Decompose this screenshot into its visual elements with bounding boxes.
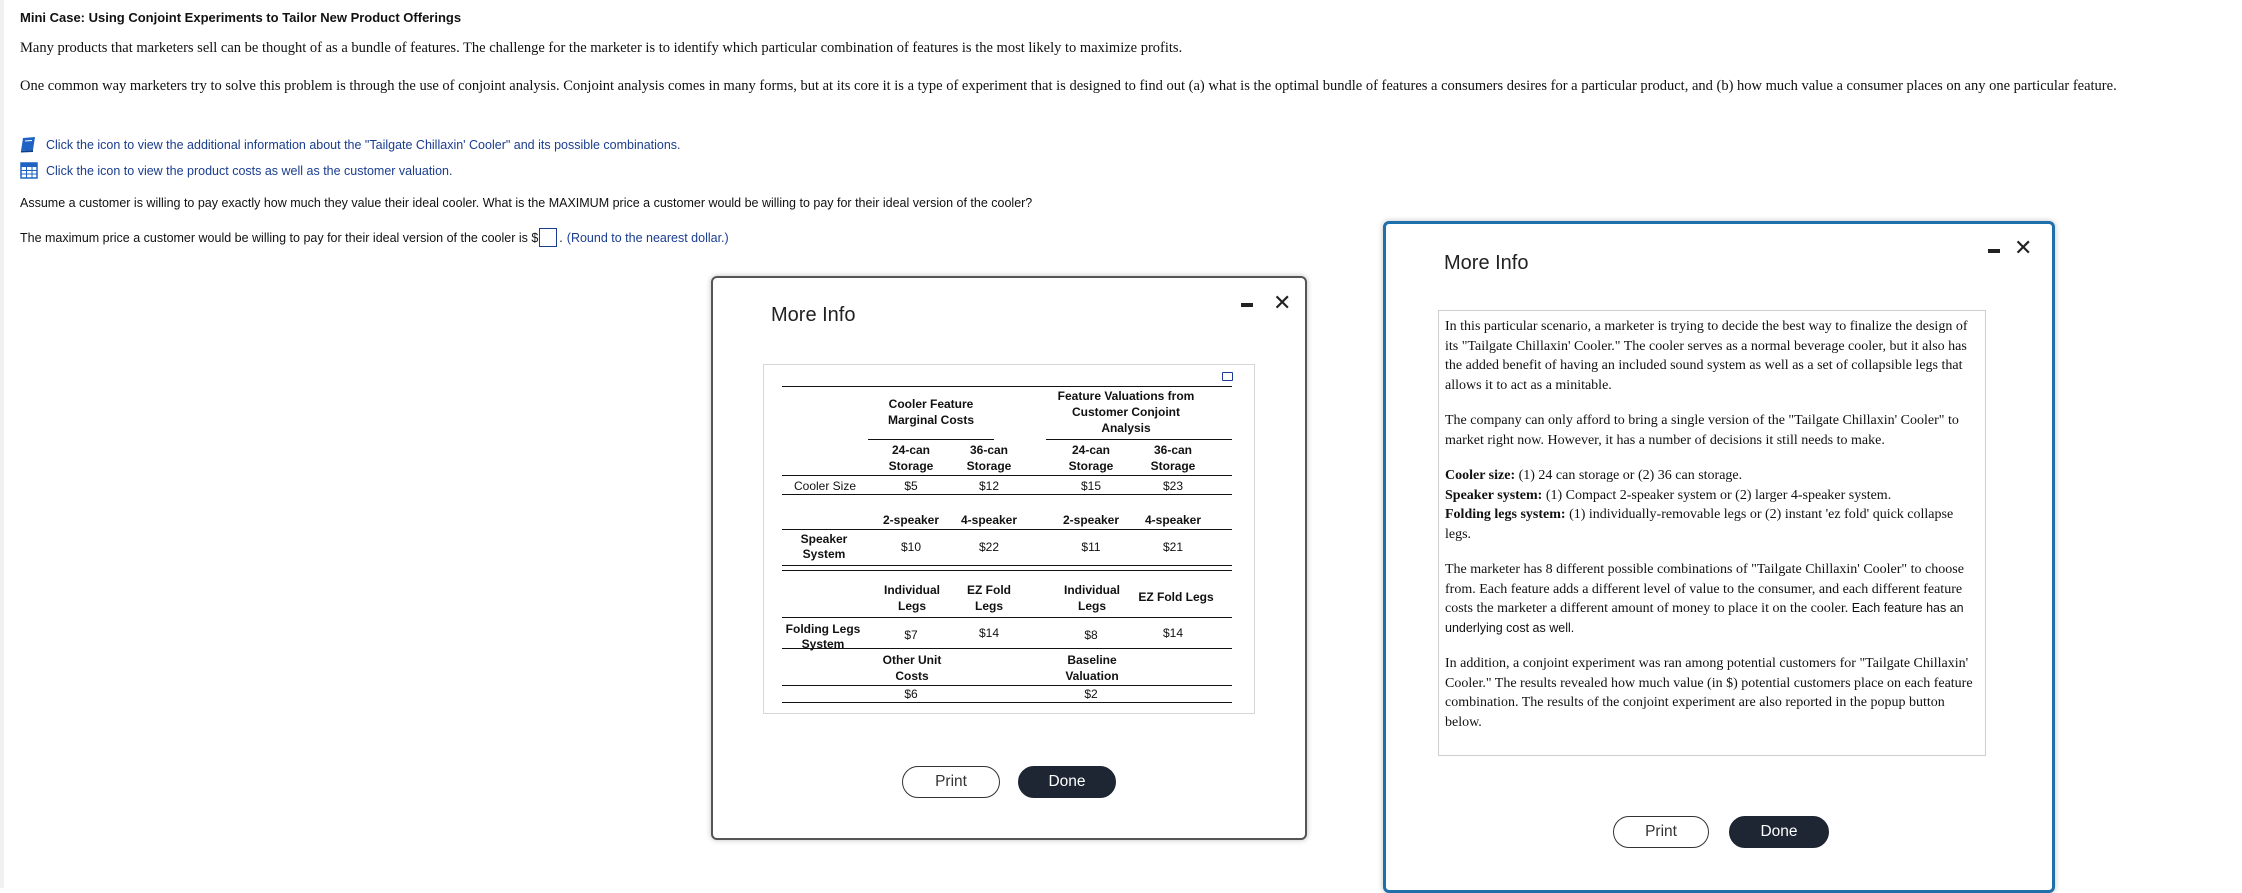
table-cell: $8 [1084,628,1098,642]
col-header: Individual Legs [1063,583,1120,613]
more-info-dialog-costs [711,276,1307,840]
minimize-icon[interactable] [1988,249,2000,253]
table-cell: $12 [978,479,1000,493]
speaker-system-text: (1) Compact 2-speaker system or (2) larger 4-speaker system. [1542,487,1892,503]
table-cell: $15 [1080,479,1102,493]
info-paragraph-4 [1445,560,1979,638]
intro-paragraph-1: Many products that marketers sell can be thought of as a bundle of features. The challenge for the marketer is to identify which particular combination of features is the most likely to maximize profits. [20,40,1183,56]
costs-link-text[interactable]: Click the icon to view the product costs as well as the customer valuation. [46,163,453,178]
table-cell: $5 [904,479,918,493]
popout-icon[interactable] [1222,372,1233,381]
folding-legs-text: (1) individually-removable legs or (2) instant 'ez fold' quick collapse legs. [1445,507,1954,542]
question-text: Assume a customer is willing to pay exactly how much they value their ideal cooler. What is the MAXIMUM price a customer would be willing to pay for their ideal version of the cooler? [20,196,1033,210]
feature-list [1445,466,1979,544]
info-paragraph-4-text: The marketer has 8 different possible combinations of "Tailgate Chillaxin' Cooler" to choose from. Each feature adds a different level of value to the consumer, and each different feature costs the marketer a different amount of money to place it on the cooler. [1445,562,1964,616]
close-icon[interactable]: ✕ [2014,235,2033,260]
col-header: 4-speaker [960,513,1018,527]
answer-suffix: . [559,230,563,245]
table-cell: $22 [978,540,1000,554]
table-cell: $11 [1081,540,1101,554]
speaker-system-label: Speaker system: [1445,487,1543,503]
baseline-valuation-value: $2 [1084,687,1098,701]
answer-input[interactable] [539,228,557,247]
col-header: Individual Legs [883,583,940,613]
other-unit-costs-value: $6 [904,687,918,701]
table-cell: $21 [1162,540,1184,554]
cooler-size-text: (1) 24 can storage or (2) 36 can storage. [1515,468,1743,483]
col-header: EZ Fold Legs [1138,590,1214,604]
row-label-folding-legs: Folding Legs System [785,622,861,651]
done-button[interactable]: Done [1729,816,1829,848]
book-icon[interactable] [20,136,38,153]
answer-line [20,228,729,247]
table-icon[interactable] [20,162,38,179]
table-cell: $14 [978,626,1000,640]
table-cell: $10 [900,540,922,554]
info-text-box [1438,310,1986,756]
baseline-valuation-label: Baseline Valuation [1065,653,1119,683]
case-title: Mini Case: Using Conjoint Experiments to Tailor New Product Offerings [20,10,462,25]
cost-valuation-table [763,364,1255,714]
info-link-text[interactable]: Click the icon to view the additional information about the "Tailgate Chillaxin' Cooler" and its possible combinations. [46,137,681,152]
more-info-dialog-description [1383,221,2055,893]
info-paragraph-1: In this particular scenario, a marketer is trying to decide the best way to finalize the design of its "Tailgate Chillaxin' Cooler." The cooler serves as a normal beverage cooler, but it also has the added benefit of having an included sound system as well as a set of collapsible legs that allows it to act as a minitable. [1445,319,1968,393]
col-header: 36-can Storage [966,443,1012,473]
col-header: 4-speaker [1144,513,1202,527]
left-border [0,0,4,888]
header-valuations: Feature Valuations from Customer Conjoint Analysis [1057,389,1195,435]
col-header: 2-speaker [1062,513,1120,527]
print-button[interactable]: Print [1613,816,1709,848]
col-header: EZ Fold Legs [967,583,1011,613]
print-button[interactable]: Print [902,766,1000,798]
table-cell: $23 [1162,479,1184,493]
info-paragraph-4-note: Each feature has an underlying cost as well. [1445,601,1964,635]
col-header: 36-can Storage [1150,443,1196,473]
folding-legs-label: Folding legs system: [1445,507,1566,522]
col-header: 2-speaker [882,513,940,527]
close-icon[interactable]: ✕ [1273,290,1292,315]
col-header: 24-can Storage [1068,443,1114,473]
info-link[interactable] [20,136,681,153]
done-button[interactable]: Done [1018,766,1116,798]
minimize-icon[interactable] [1241,303,1253,307]
header-marginal-costs: Cooler Feature Marginal Costs [887,397,974,427]
rounding-hint: (Round to the nearest dollar.) [566,230,729,245]
table-cell: $7 [904,628,918,642]
dialog-title: More Info [771,304,856,326]
row-label-cooler-size: Cooler Size [793,479,857,493]
info-paragraph-2: The company can only afford to bring a single version of the "Tailgate Chillaxin' Cooler" to market right now. However, it has a number of decisions it still needs to make. [1445,413,1959,448]
info-paragraph-5: In addition, a conjoint experiment was ran among potential customers for "Tailgate Chillaxin' Cooler." The results revealed how much value (in $) potential customers place on each feature combination. The results of the conjoint experiment are also reported in the popup button below. [1445,656,1973,730]
cooler-size-label: Cooler size: [1445,468,1516,483]
dialog-title: More Info [1444,252,1529,274]
table-cell: $14 [1162,626,1184,640]
costs-link[interactable] [20,162,452,179]
intro-paragraph-2: One common way marketers try to solve this problem is through the use of conjoint analysis. Conjoint analysis comes in many forms, but at its core it is a type of experiment that is designed to find out (a) what is the optimal bundle of features a consumers desires for a particular product, and (b) how much value a consumer places on any one particular feature. [20,78,2117,94]
row-label-speaker: Speaker System [800,532,848,561]
answer-prefix: The maximum price a customer would be willing to pay for their ideal version of the cooler is $ [20,230,539,245]
col-header: 24-can Storage [888,443,934,473]
other-unit-costs-label: Other Unit Costs [882,653,942,683]
